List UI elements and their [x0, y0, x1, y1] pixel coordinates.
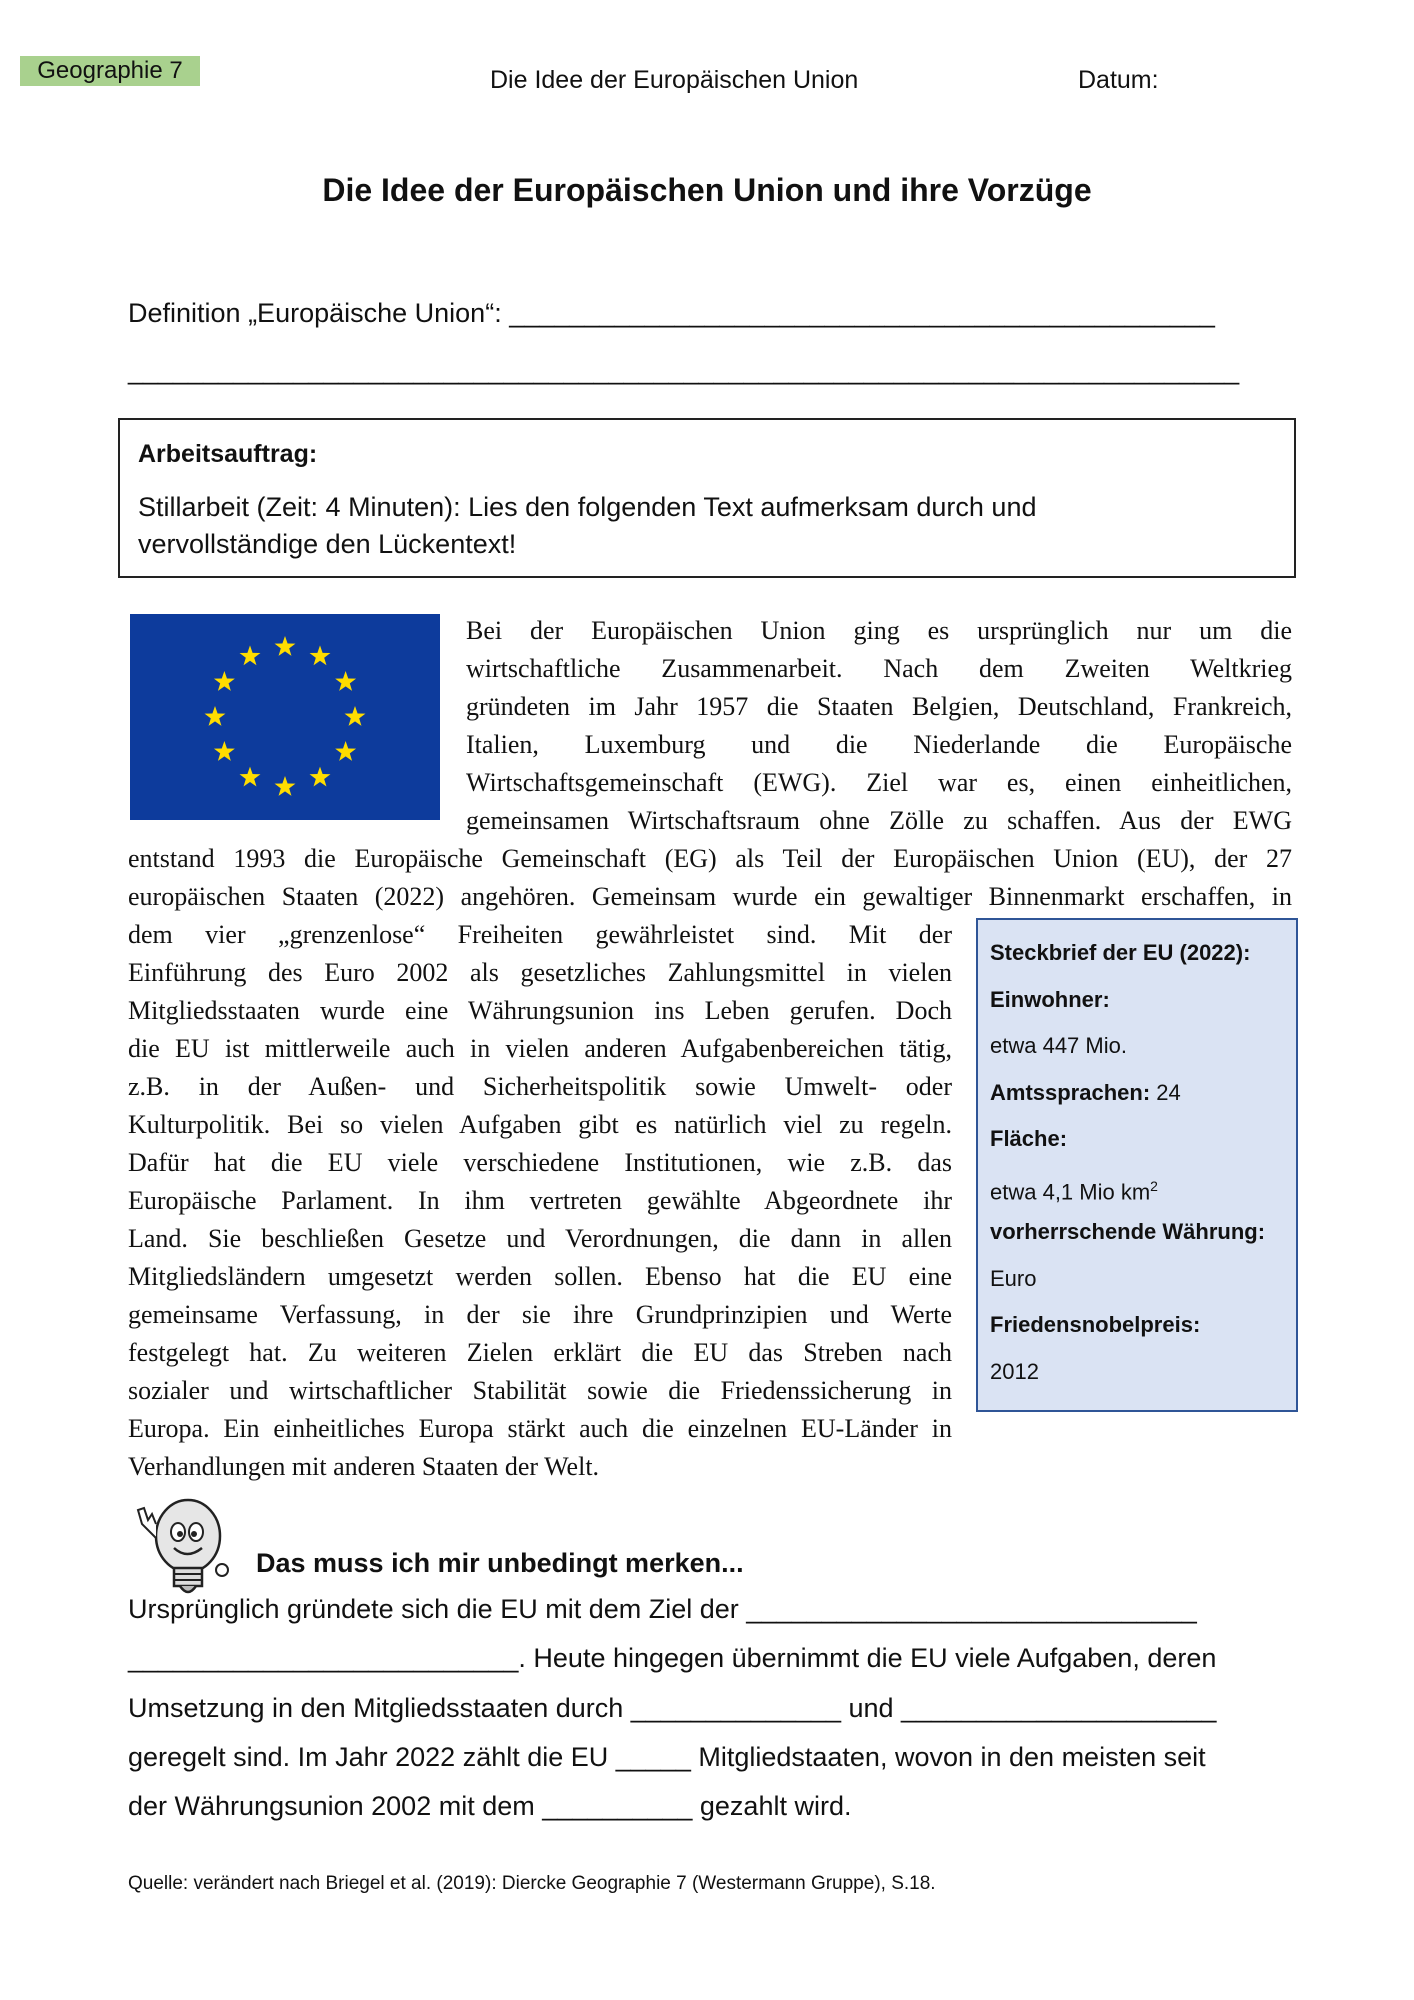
text-line: dem vier „grenzenlose“ Freiheiten gewährleistet sind. Mit der	[128, 920, 952, 949]
factbox-population-label: Einwohner:	[990, 986, 1110, 1012]
text-line: wirtschaftliche Zusammenarbeit. Nach dem Zweiten Weltkrieg	[466, 654, 1292, 683]
cloze-line-5: der Währungsunion 2002 mit dem __________ gezahlt wird.	[128, 1791, 852, 1821]
text-line: Wirtschaftsgemeinschaft (EWG). Ziel war es, einen einheitlichen,	[466, 768, 1292, 797]
text-line: Verhandlungen mit anderen Staaten der Welt.	[128, 1452, 600, 1481]
text-line: Dafür hat die EU viele verschiedene Institutionen, wie z.B. das	[128, 1148, 952, 1177]
factbox-area-value	[990, 1163, 1284, 1210]
factbox-population-value: etwa 447 Mio.	[990, 1033, 1127, 1058]
text-line: sozialer und wirtschaftlicher Stabilität sowie die Friedenssicherung in	[128, 1376, 952, 1405]
text-line: Kulturpolitik. Bei so vielen Aufgaben gibt es natürlich viel zu regeln.	[128, 1110, 952, 1139]
factbox-languages-value: 24	[1150, 1079, 1181, 1105]
factbox-currency-label: vorherrschende Währung:	[990, 1219, 1266, 1244]
text-line: europäischen Staaten (2022) angehören. Gemeinsam wurde ein gewaltiger Binnenmarkt erschaffen, in	[128, 882, 1292, 911]
text-line: Mitgliedsstaaten wurde eine Währungsunion ins Leben gerufen. Doch	[128, 996, 952, 1025]
cloze-line-2: __________________________. Heute hingegen übernimmt die EU viele Aufgaben, deren	[128, 1643, 1217, 1673]
factbox-title: Steckbrief der EU (2022):	[990, 940, 1251, 965]
text-line: gründeten im Jahr 1957 die Staaten Belgien, Deutschland, Frankreich,	[466, 692, 1292, 721]
text-line: die EU ist mittlerweile auch in vielen anderen Aufgabenbereichen tätig,	[128, 1034, 952, 1063]
factbox-languages-label: Amtssprachen:	[990, 1079, 1151, 1105]
source-citation: Quelle: verändert nach Briegel et al. (2019): Diercke Geographie 7 (Westermann Gruppe), S.18.	[128, 1873, 936, 1894]
factbox-area-label: Fläche:	[990, 1126, 1068, 1151]
factbox-nobel-label: Friedensnobelpreis:	[990, 1312, 1201, 1337]
text-line: Europa. Ein einheitliches Europa stärkt auch die einzelnen EU-Länder in	[128, 1414, 952, 1443]
cloze-line-1: Ursprünglich gründete sich die EU mit dem Ziel der ______________________________	[128, 1594, 1197, 1624]
factbox-languages	[990, 1070, 1284, 1117]
text-line: Einführung des Euro 2002 als gesetzliches Zahlungsmittel in vielen	[128, 958, 952, 987]
cloze-line-4: geregelt sind. Im Jahr 2022 zählt die EU _____ Mitgliedstaaten, wovon in den meisten seit	[128, 1742, 1206, 1772]
page-title: Die Idee der Europäischen Union und ihre Vorzüge	[322, 172, 1092, 208]
definition-line-2: __________________________________________________________________________	[128, 355, 1240, 385]
task-box	[118, 418, 1296, 578]
date-label: Datum:	[1078, 66, 1159, 94]
factbox	[976, 918, 1298, 1412]
text-line: entstand 1993 die Europäische Gemeinschaft (EG) als Teil der Europäischen Union (EU), der 27	[128, 844, 1292, 873]
text-line: gemeinsamen Wirtschaftsraum ohne Zölle zu schaffen. Aus der EWG	[466, 806, 1292, 835]
text-line: Italien, Luxemburg und die Niederlande die Europäische	[466, 730, 1292, 759]
task-heading: Arbeitsauftrag:	[138, 440, 318, 468]
remember-heading: Das muss ich mir unbedingt merken...	[256, 1548, 744, 1578]
definition-line-1: Definition „Europäische Union“: _______________________________________________	[128, 298, 1215, 328]
text-line: gemeinsame Verfassung, in der sie ihre Grundprinzipien und Werte	[128, 1300, 952, 1329]
cloze-line-3: Umsetzung in den Mitgliedsstaaten durch ______________ und _____________________	[128, 1693, 1217, 1723]
factbox-area-text: etwa 4,1 Mio km	[990, 1178, 1151, 1204]
eu-flag-image	[130, 614, 440, 820]
header-title: Die Idee der Europäischen Union	[490, 66, 859, 94]
text-line: Land. Sie beschließen Gesetze und Verordnungen, die dann in allen	[128, 1224, 952, 1253]
text-line: Mitgliedsländern umgesetzt werden sollen. Ebenso hat die EU eine	[128, 1262, 952, 1291]
factbox-area-sup: 2	[1150, 1177, 1158, 1194]
text-line: festgelegt hat. Zu weiteren Zielen erklärt die EU das Streben nach	[128, 1338, 952, 1367]
task-text: Stillarbeit (Zeit: 4 Minuten): Lies den folgenden Text aufmerksam durch und vervollständige den Lückentext!	[138, 492, 1037, 559]
lightbulb-icon	[130, 1494, 238, 1604]
factbox-currency-value: Euro	[990, 1265, 1037, 1291]
text-line: Europäische Parlament. In ihm vertreten gewählte Abgeordnete ihr	[128, 1186, 952, 1215]
text-line: z.B. in der Außen- und Sicherheitspolitik sowie Umwelt- oder	[128, 1072, 952, 1101]
text-line: Bei der Europäischen Union ging es ursprünglich nur um die	[466, 616, 1292, 645]
subject-tag: Geographie 7	[20, 56, 200, 86]
factbox-nobel-value: 2012	[990, 1358, 1039, 1384]
